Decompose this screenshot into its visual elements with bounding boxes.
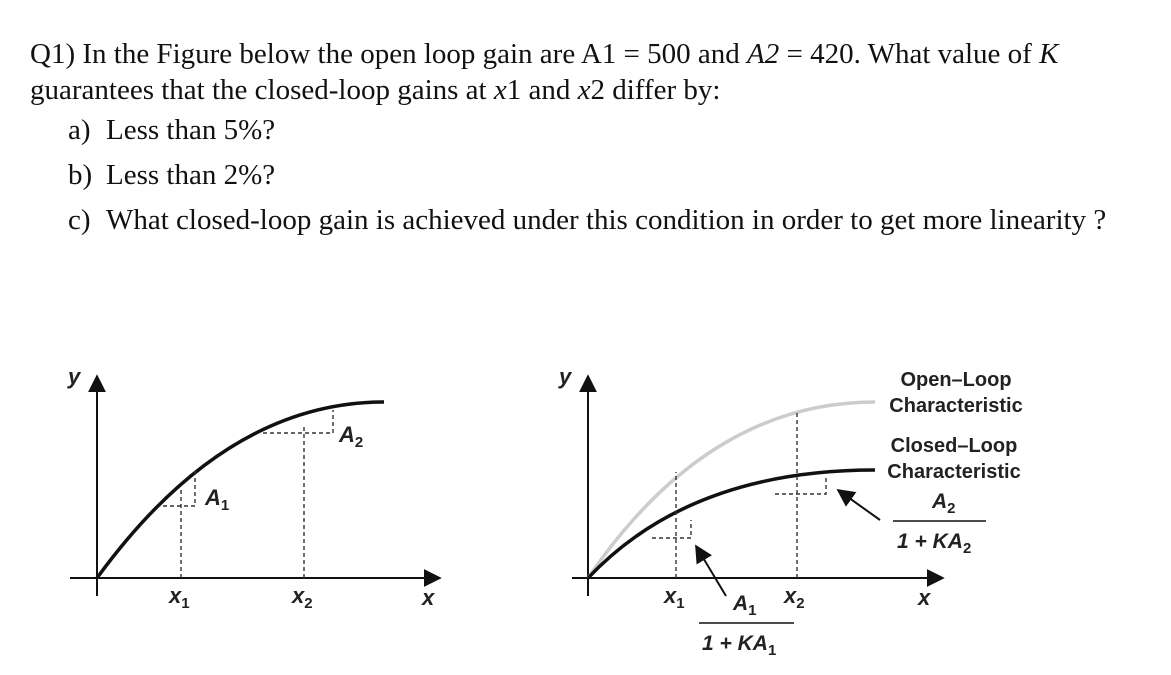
fraction-a1-denominator: $1 + KA_1$ <box>702 632 777 659</box>
left-x2-label: $x_2$ <box>292 583 313 612</box>
left-a1-label: $A_1$ <box>205 485 230 514</box>
question-item-a: a) Less than 5%? <box>68 114 276 146</box>
left-a2-label: $A_2$ <box>339 422 364 451</box>
right-x2-label: $x_2$ <box>784 583 805 612</box>
open-loop-label-line1: Open–Loop <box>900 369 1012 391</box>
arrow-a1 <box>696 546 726 596</box>
arrow-a2 <box>838 490 880 520</box>
left-x1-label: $x_1$ <box>169 583 190 612</box>
right-x-label: x <box>918 585 931 610</box>
fraction-a2 <box>893 490 986 557</box>
fraction-a1 <box>699 592 794 659</box>
right-y-label: y <box>559 364 572 389</box>
question-item-c: c) What closed-loop gain is achieved under this condition in order to get more linearity ? <box>68 204 1107 236</box>
right-x1-label: $x_1$ <box>664 583 685 612</box>
left-slope-a2 <box>263 410 333 433</box>
fraction-a2-denominator: $1 + KA_2$ <box>897 530 972 557</box>
open-loop-label-line2: Characteristic <box>889 395 1023 417</box>
closed-loop-label-line2: Characteristic <box>887 461 1021 483</box>
fraction-a1-numerator: $A_1$ <box>733 592 757 619</box>
left-graph <box>67 364 440 612</box>
closed-loop-label-line1: Closed–Loop <box>890 435 1018 457</box>
right-slope-a2 <box>775 478 826 494</box>
right-graph <box>558 364 1023 659</box>
fraction-a2-numerator: $A_2$ <box>932 490 956 517</box>
left-y-label: y <box>68 364 81 389</box>
left-x-label: x <box>422 585 435 610</box>
question-item-b: b) Less than 2%? <box>68 159 276 191</box>
question-stem: Q1) In the Figure below the open loop gain are A1 = 500 and A2 = 420. What value of K guarantees that the closed-loop gains at x1 and x2 differ by: <box>30 38 1059 106</box>
